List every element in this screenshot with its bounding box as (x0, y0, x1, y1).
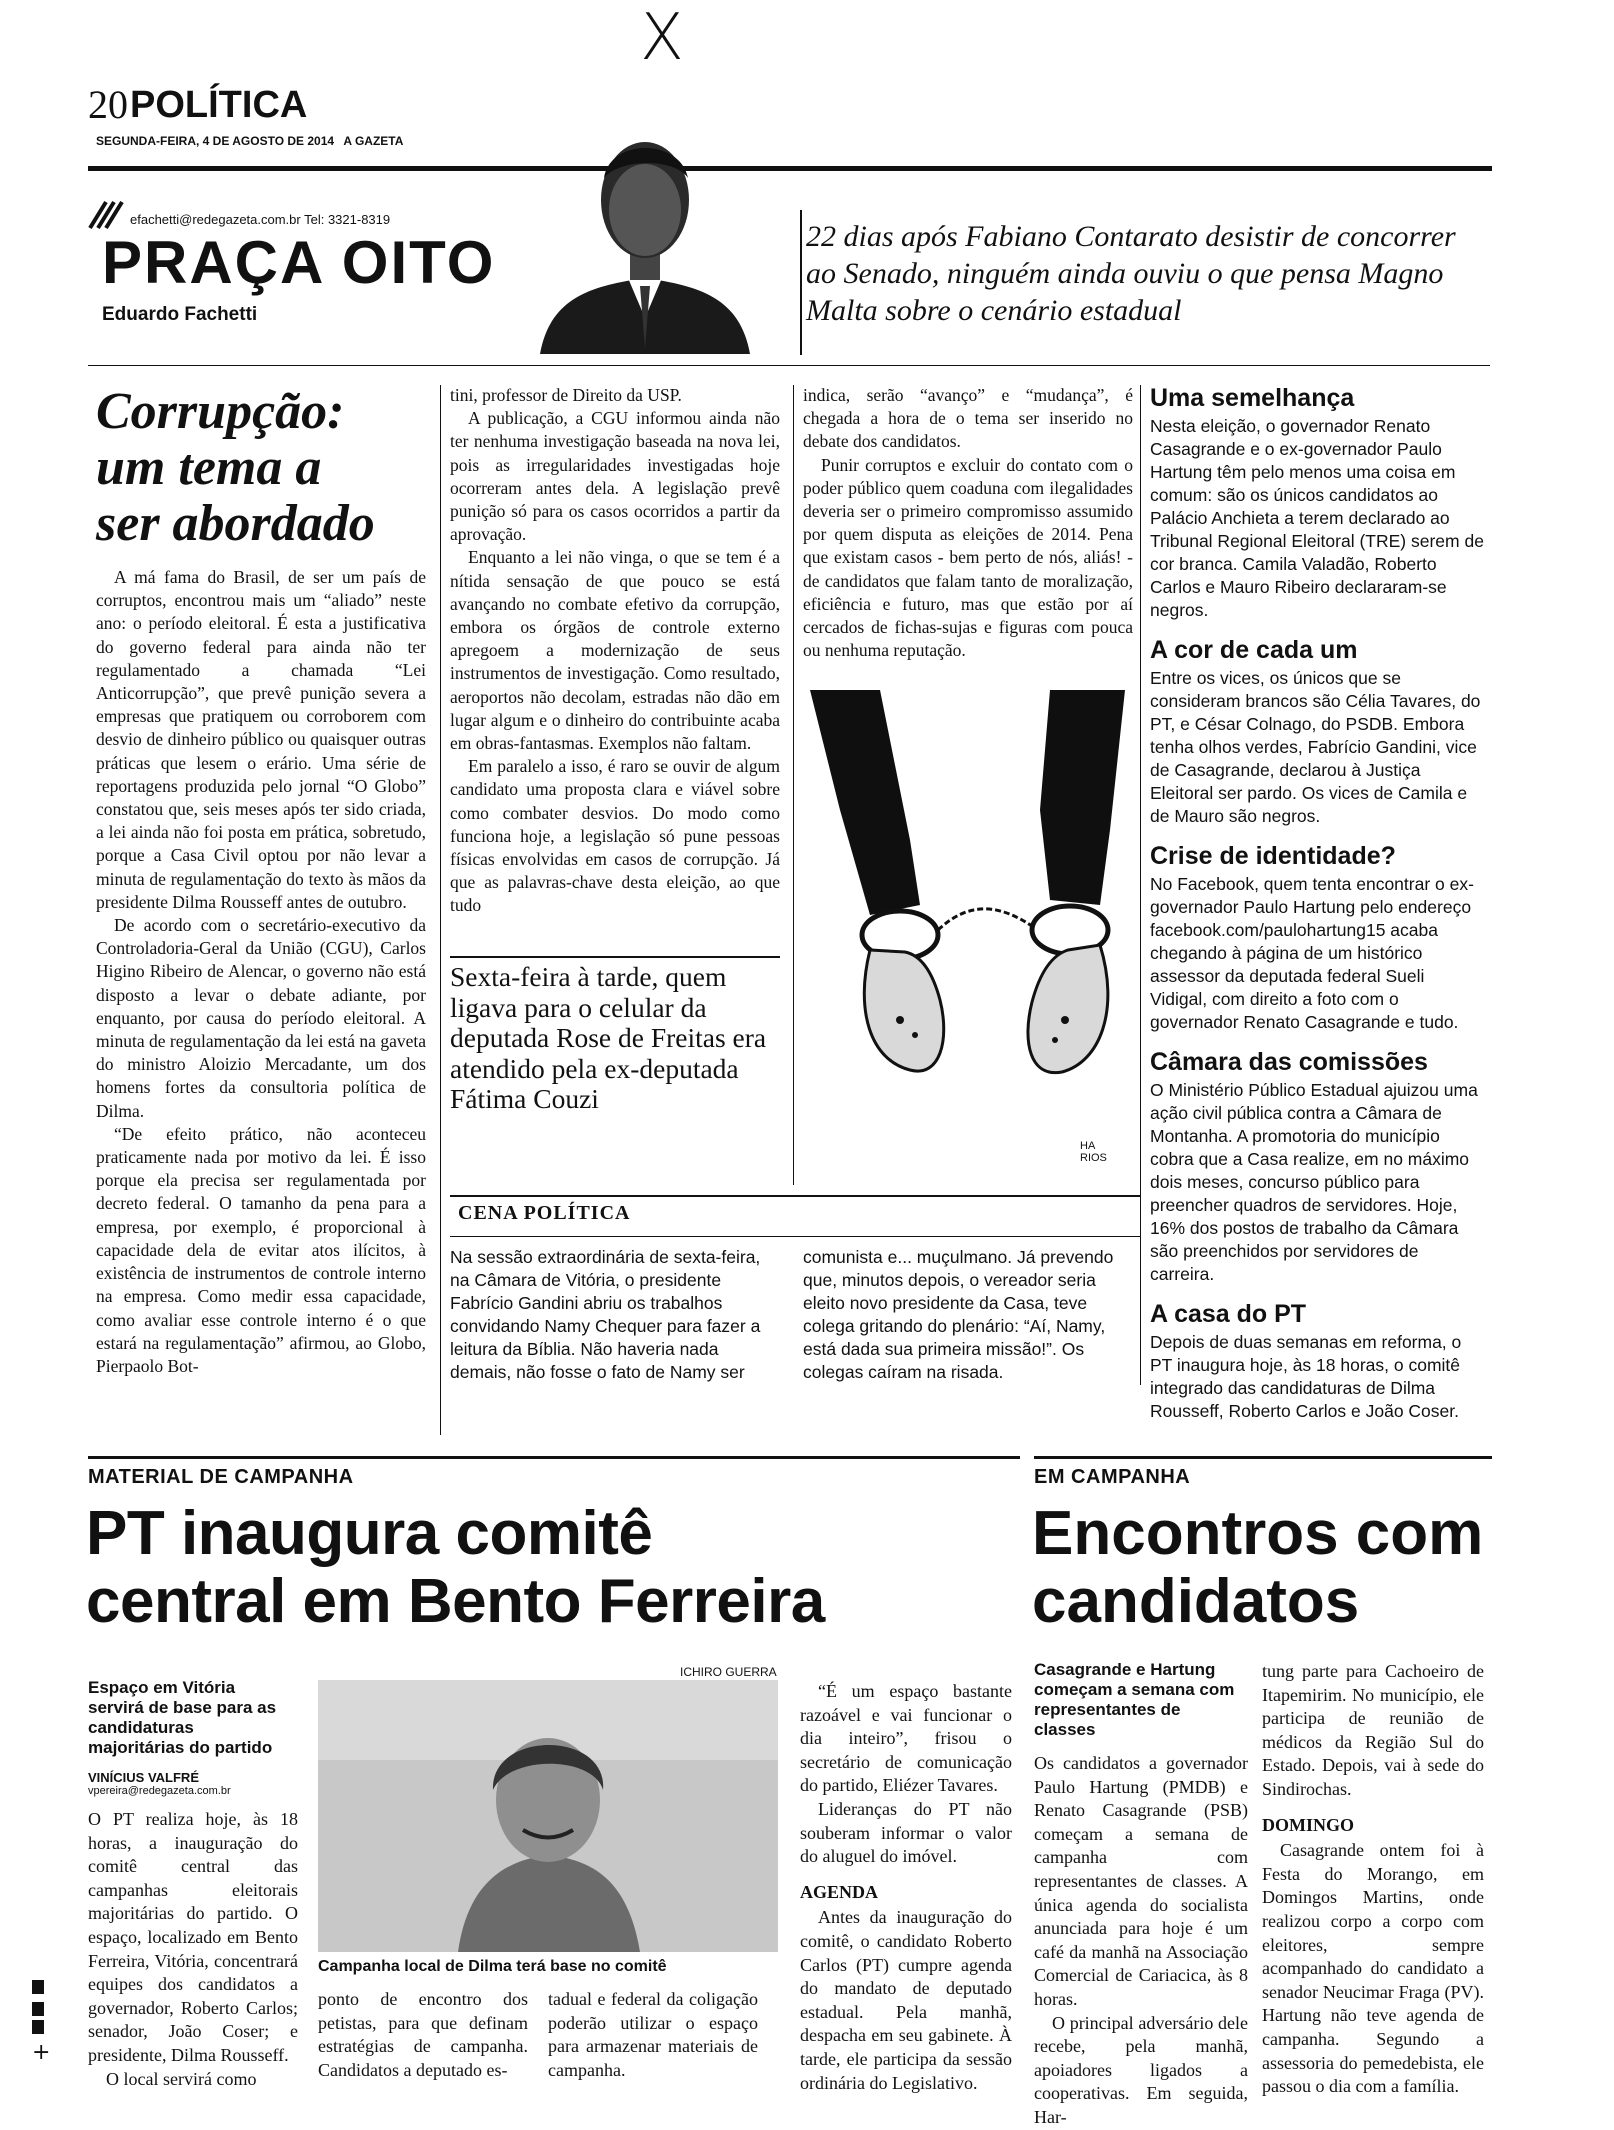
pt-col1-p2: O local servirá como (106, 2068, 257, 2089)
column-author: Eduardo Fachetti (102, 304, 258, 325)
note-semelhanca-title: Uma semelhança (1150, 384, 1355, 412)
pt-headline (86, 1500, 1026, 1636)
pt-kicker: MATERIAL DE CAMPANHA (88, 1466, 354, 1488)
note-camara-text: O Ministério Público Estadual ajuizou uma ação civil pública contra a Câmara de Montanha. A promotoria do município cobra que a Casa realize, em no máximo dois meses, concurso público para preencher quadros de servidores. Hoje, 16% dos postos de trabalho da Câmara são preenchidos por servidores de carreira. (1150, 1080, 1478, 1284)
encontros-col2-bottom: Casagrande ontem foi à Festa do Morango, em Domingos Martins, onde realizou corpo a corpo com eleitores, sempre acompanhado do candidato a senador Neucimar Fraga (PV). Hartung não teve agenda de campanha. Segundo a assessoria do pemedebista, ele passou o dia com a família. (1262, 1840, 1484, 2097)
cena-label: CENA POLÍTICA (458, 1202, 631, 1224)
note-casa-pt (1150, 1300, 1485, 1423)
main-col2 (450, 384, 780, 918)
encontros-col2-top: tung parte para Cachoeiro de Itapemirim. No município, ele participa de reunião de médicos da Região Sul do Estado. Depois, vai à sede do Sindirochas. (1262, 1661, 1484, 1799)
domingo-label: DOMINGO (1262, 1814, 1354, 1835)
encontros-col1-p2: O principal adversário dele recebe, pela manhã, apoiadores ligados a cooperativas. Em seguida, Har- (1034, 2012, 1248, 2127)
pt-col3: tadual e federal da coligação poderão utilizar o espaço para armazenar materiais de campanha. (548, 1989, 758, 2080)
note-crise (1150, 842, 1485, 1034)
main-col1-p1: A má fama do Brasil, de ser um país de corruptos, encontrou mais um “aliado” neste ano: o período eleitoral. É esta a justificativa do governo federal para ainda não ter regulamentado a chamada “Lei Anticorrupção”, que prevê punição severa a empresas que pratiquem ou corroborem com desvio de dinheiro público ou quaisquer outras práticas que lesem o erário. Uma série de reportagens produzida pelo jornal “O Globo” constatou que, seis meses após ter sido criada, a lei ainda não foi posta em prática, sobretudo, porque a Casa Civil optou por não levar a minuta de regulamentação do texto às mãos da presidente Dilma Rousseff antes de outubro. (96, 567, 426, 912)
photo-caption: Campanha local de Dilma terá base no comitê (318, 1958, 667, 1975)
note-semelhanca (1150, 384, 1485, 622)
pt-byline-name: VINÍCIUS VALFRÉ (88, 1770, 199, 1785)
column-teaser: 22 dias após Fabiano Contarato desistir de concorrer ao Senado, ninguém ainda ouviu o que pensa Magno Malta sobre o cenário estadual (806, 220, 1456, 327)
main-col3-p1: indica, serão “avanço” e “mudança”, é chegada a hora de o tema ser inserido no debate dos candidatos. (803, 385, 1133, 452)
agenda-label: AGENDA (800, 1881, 879, 1902)
x-mark: X (640, 1, 684, 75)
pt-col4 (800, 1680, 1012, 2095)
paper-name: A GAZETA (343, 134, 404, 148)
sidebar-notes (1150, 384, 1485, 1437)
main-col2-p1: tini, professor de Direito da USP. (450, 385, 682, 405)
encontros-col2 (1262, 1660, 1484, 2099)
dilma-photo (318, 1680, 778, 1952)
pullquote-rule-top (450, 956, 780, 958)
note-camara (1150, 1048, 1485, 1286)
note-crise-title: Crise de identidade? (1150, 842, 1396, 870)
sidebar-divider (1140, 385, 1141, 1385)
note-casa-pt-text: Depois de duas semanas em reforma, o PT inaugura hoje, às 18 horas, o comitê integrado das candidaturas de Dilma Rousseff, Roberto Carlos e João Coser. (1150, 1332, 1462, 1421)
encontros-headline (1032, 1500, 1492, 1636)
note-cor-text: Entre os vices, os únicos que se consideram brancos são Célia Tavares, do PT, e César Colnago, do PSDB. Embora tenha olhos verdes, Fabrício Gandini, vice de Casagrande, declarou à Justiça Eleitoral ser pardo. Os vices de Camila e de Mauro são negros. (1150, 668, 1481, 826)
main-col1 (96, 566, 426, 1378)
page-number: 20 (88, 82, 128, 127)
praca-oito-logo-icon (88, 196, 128, 230)
pt-kicker-rule (88, 1456, 1020, 1459)
pt-col4-p1: “É um espaço bastante razoável e vai funcionar o dia inteiro”, frisou o secretário de comunicação do partido, Eliézer Tavares. (800, 1681, 1012, 1796)
encontros-headline-line2: candidatos (1032, 1567, 1360, 1636)
pt-subhead: Espaço em Vitória servirá de base para as candidaturas majoritárias do partido (88, 1678, 277, 1757)
header-rule (88, 166, 1492, 171)
photo-credit: ICHIRO GUERRA (680, 1665, 777, 1679)
main-headline-line3: ser abordado (96, 495, 375, 552)
praca-bottom-rule (88, 365, 1490, 366)
cena-rule-top (450, 1195, 1140, 1197)
note-camara-title: Câmara das comissões (1150, 1048, 1428, 1076)
pt-col2: ponto de encontro dos petistas, para que definam estratégias de campanha. Candidatos a deputado es- (318, 1989, 528, 2080)
encontros-kicker: EM CAMPANHA (1034, 1466, 1191, 1488)
encontros-headline-line1: Encontros com (1032, 1499, 1484, 1568)
col-divider-2 (793, 385, 794, 1185)
column-contact: efachetti@redegazeta.com.br Tel: 3321-8319 (130, 212, 391, 227)
cena-rule-bottom (450, 1236, 1140, 1237)
section-title: POLÍTICA (130, 84, 308, 126)
pullquote: Sexta-feira à tarde, quem ligava para o celular da deputada Rose de Freitas era atendido pela ex-deputada Fátima Couzi (450, 961, 767, 1114)
main-col1-p3: “De efeito prático, não aconteceu praticamente nada por motivo da lei. É isso porque ela precisa ser regulamentada por decreto federal. O tamanho da pena para a empresa, por exemplo, é proporcional à capacidade dela de evitar atos ilícitos, à existência de instrumentos de controle interno na empresa. Como medir essa capacidade, como avaliar esse controle interno é o que estará na regulamentação” afirmou, ao Globo, Pierpaolo Bot- (96, 1123, 426, 1376)
main-col2-p4: Em paralelo a isso, é raro se ouvir de algum candidato uma proposta clara e viável sobre como combater desvios. Do modo como funciona hoje, a legislação só pune pessoas físicas envolvidas em casos de corrupção. Já que as palavras-chave desta eleição, ao que tudo (450, 756, 780, 916)
date-text: SEGUNDA-FEIRA, 4 DE AGOSTO DE 2014 (96, 134, 335, 148)
cena-col2: comunista e... muçulmano. Já prevendo que, minutos depois, o vereador seria eleito novo presidente da Casa, teve colega gritando do plenário: “Aí, Namy, está dada sua primeira missão!”. Os colegas caíram na risada. (803, 1247, 1114, 1382)
main-headline (96, 384, 436, 552)
encontros-kicker-rule (1034, 1456, 1492, 1459)
agenda-text: Antes da inauguração do comitê, o candidato Roberto Carlos (PT) cumpre agenda do mandato de deputado estadual. Pela manhã, despacha em seu gabinete. À tarde, ele participa da sessão ordinária do Legislativo. (800, 1907, 1012, 2093)
main-col3 (803, 384, 1133, 662)
handcuffs-illustration (800, 690, 1130, 1190)
main-col1-p2: De acordo com o secretário-executivo da Controladoria-Geral da União (CGU), Carlos Higino Ribeiro de Alencar, o governo não está disposto a levar o debate adiante, por enquanto, por causa do período eleitoral. A minuta de regulamentação da lei está na gaveta do ministro Aloizio Mercadante, um dos homens fortes da consultoria política de Dilma. (96, 915, 426, 1121)
pt-headline-line1: PT inaugura comitê (86, 1499, 653, 1568)
pt-col1-p1: O PT realiza hoje, às 18 horas, a inauguração do comitê central das campanhas eleitorais majoritárias do partido. O espaço, localizado em Bento Ferreira, Vitória, concentrará equipes dos candidatos a governador, Roberto Carlos; senador, João Coser; e presidente, Dilma Rousseff. (88, 1809, 298, 2065)
note-crise-text: No Facebook, quem tenta encontrar o ex-governador Paulo Hartung pelo endereço facebook.com/paulohartung15 acaba chegando à página de um histórico assessor da deputada federal Sueli Vidigal, com direito a foto com o governador Renato Casagrande e tudo. (1150, 874, 1474, 1032)
cena-col1: Na sessão extraordinária de sexta-feira, na Câmara de Vitória, o presidente Fabrício Gandini abriu os trabalhos convidando Namy Chequer para fazer a leitura da Bíblia. Não haveria nada demais, não fosse o fato de Namy ser (450, 1247, 761, 1382)
pt-headline-line2: central em Bento Ferreira (86, 1567, 825, 1636)
encontros-subhead: Casagrande e Hartung começam a semana com representantes de classes (1034, 1660, 1235, 1739)
pt-byline (88, 1770, 288, 1797)
main-col2-p2: A publicação, a CGU informou ainda não ter nenhuma investigação baseada na nova lei, pois as irregularidades investigadas hoje ocorreram antes dela. A legislação prevê punição só para os casos ocorridos a partir da aprovação. (450, 408, 780, 545)
date-line (96, 134, 403, 148)
main-col3-p2: Punir corruptos e excluir do contato com o poder público quem coaduna com ilegalidades deveria ser o primeiro compromisso assumido por quem disputa as eleições de 2014. Pena que existam casos - bem perto de nós, aliás! - de candidatos que falam tanto de moralização, eficiência e futuro, mas que estão por aí cercados de fichas-sujas e figuras com pouca ou nenhuma reputação. (803, 454, 1133, 661)
main-col2-p3: Enquanto a lei não vinga, o que se tem é a nítida sensação de que pouco se está avançando no combate efetivo da corrupção, embora os órgãos de controle externo apregoem a modernização de seus instrumentos de investigação. Como resultado, aeroportos não decolam, estradas não dão em lugar algum e o dinheiro do contribuinte acaba em obras-fantasmas. Exemplos não faltam. (450, 547, 780, 754)
col-divider-1 (440, 385, 441, 1435)
column-title: PRAÇA OITO (102, 229, 496, 296)
teaser-divider (800, 210, 802, 355)
pt-col4-p2: Lideranças do PT não souberam informar o valor do aluguel do imóvel. (800, 1798, 1012, 1867)
note-casa-pt-title: A casa do PT (1150, 1300, 1307, 1328)
columnist-portrait (500, 118, 790, 354)
main-headline-line2: um tema a (96, 439, 322, 496)
encontros-col1 (1034, 1752, 1248, 2130)
note-cor-title: A cor de cada um (1150, 636, 1358, 664)
registration-marks: + (32, 1980, 46, 2100)
pt-col1 (88, 1808, 298, 2091)
note-semelhanca-text: Nesta eleição, o governador Renato Casagrande e o ex-governador Paulo Hartung têm pelo menos uma coisa em comum: são os únicos candidatos ao Palácio Anchieta a terem declarado ao Tribunal Regional Eleitoral (TRE) serem de cor branca. Camila Valadão, Roberto Carlos e Mauro Ribeiro declararam-se negros. (1150, 416, 1484, 620)
illustration-signature: HA RIOS (1080, 1140, 1107, 1164)
pt-byline-email: vpereira@redegazeta.com.br (88, 1785, 231, 1797)
encontros-col1-p1: Os candidatos a governador Paulo Hartung (PMDB) e Renato Casagrande (PSB) começam a semana de campanha com representantes de classes. A única agenda do socialista anunciada para hoje é um café da manhã na Associação Comercial de Cariacica, às 8 horas. (1034, 1753, 1248, 2009)
note-cor (1150, 636, 1485, 828)
main-headline-line1: Corrupção: (96, 383, 345, 440)
